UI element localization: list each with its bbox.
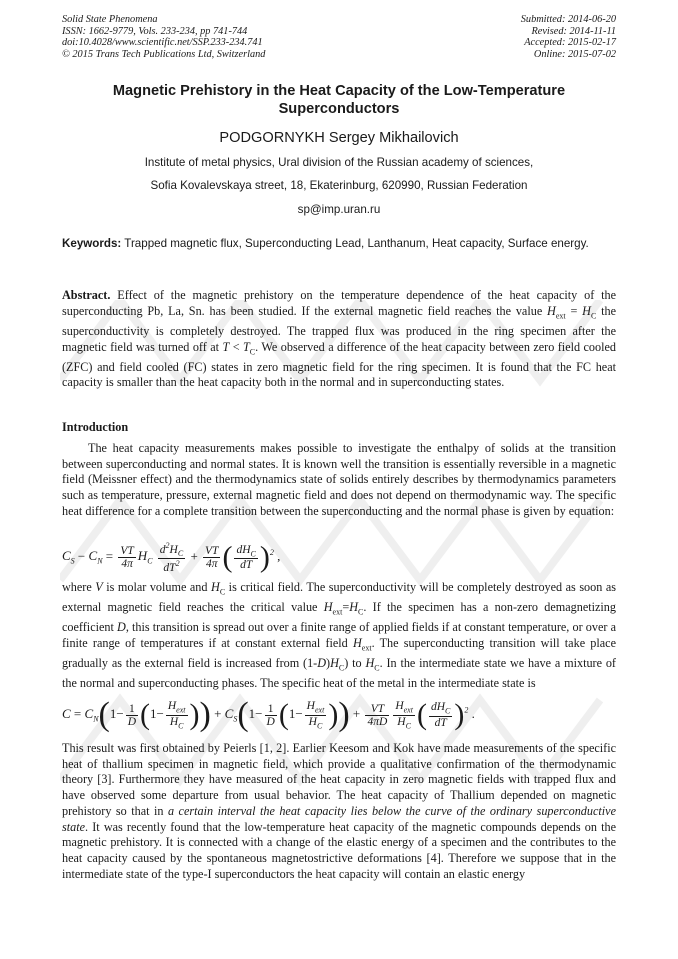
doi-line: doi:10.4028/www.scientific.net/SSP.233-234.741 [62,37,263,49]
intro-paragraph-2: where V is molar volume and $H_C$ is critical field. The superconductivity will be completely destroyed as soon as external magnetic field reaches the critical value $H_{ext}=H_C$. If the specimen has a non-zero demagnetizing coefficient D, this transition is spread out over a finite range of applied fields if at constant temperature, or over a finite range of temperatures if at constant external field $H_{ext}$. The superconducting transition will take place gradually as the external field is increased from $(1-D)H_C$) to $H_C$. In the intermediate state we have a mixture of the normal and superconducting phases. The specific heat of the metal in the intermediate state is [62,580,616,691]
accepted-date: Accepted: 2015-02-17 [524,37,616,49]
copyright-line: © 2015 Trans Tech Publications Ltd, Switzerland [62,48,266,60]
revised-date: Revised: 2014-11-11 [531,25,616,37]
section-heading-introduction: Introduction [62,420,129,434]
abstract-label: Abstract. [62,288,111,302]
issn-line: ISSN: 1662-9779, Vols. 233-234, pp 741-744 [62,25,248,37]
paper-title: Magnetic Prehistory in the Heat Capacity of the Low-Temperature Superconductors [112,83,566,117]
keywords-label: Keywords: [62,237,122,250]
journal-header-right [521,14,616,60]
intro-paragraph-3: This result was first obtained by Peierls [1, 2]. Earlier Keesom and Kok have made measurements of the specific heat of thallium specimen in magnetic field, which provide a qualitative confirmation of the thermodynamic theory [3]. Furthermore they have measured of the heat capacity in zero magnetic fields with trapped flux and have observed some departure from usual behavior. The heat capacity of Thallium depended on magnetic prehistory so that in a certain interval the heat capacity lies below the curve of the ordinary superconductive state. It was recently found that the low-temperature heat capacity of the magnetic compounds depends on the magnetic prehistory. It is connected with a change of the elastic energy of a specimen and the contributes to the heat capacity caused by the spontaneous magnetostrictive deformations [4]. Therefore we suppose that in the intermediate state of the type-I superconductors the heat capacity will contain an elastic energy [62,741,616,881]
abstract: Abstract. Effect of the magnetic prehistory on the temperature dependence of the heat capacity of the superconducting Pb, La, Sn. has been studied. If the external magnetic field reaches the value $H_{ext} = H_C$ the superconductivity is completely destroyed. The trapped flux was produced in the ring specimen after the magnetic field was turned off at $T < T_C$. We observed a difference of the heat capacity between zero field cooled (ZFC) and field cooled (FC) states in zero magnetic field for the ring specimen. It is found that the FC heat capacity is smaller than the heat capacity both in the normal and in superconducting states. [62,288,617,390]
journal-header-left [62,14,265,60]
keywords [62,236,616,251]
affiliation-address: Sofia Kovalevskaya street, 18, Ekaterinburg, 620990, Russian Federation [150,179,528,192]
online-date: Online: 2015-07-02 [533,48,616,60]
equation-intermediate-state: $C = C_N(1-$ $\frac{1}{D}$ (1− $\frac{H_{ext}}{H_C}$ )) + $C_S(1-$ $\frac{1}{D}$ (1− $\frac{H_{ext}}{H_C}$ )) + $\frac{VT}{4\pi D}$ $\frac{H_{ext}}{H_C}$ ( $\frac{dH_C}{dT}$ )$^2$ . [62,696,475,733]
author-name: PODGORNYKH Sergey Mikhailovich [219,130,459,146]
submitted-date: Submitted: 2014-06-20 [520,14,616,25]
keywords-text: Trapped magnetic flux, Superconducting Lead, Lanthanum, Heat capacity, Surface energy. [124,237,589,250]
affiliation-institute: Institute of metal physics, Ural division of the Russian academy of sciences, [144,156,534,169]
journal-name: Solid State Phenomena [62,14,158,25]
equation-heat-difference: $C_S - C_N$ = $\frac{VT}{4\pi}$ $H_C$ $\frac{d^2H_C}{dT^2}$ + $\frac{VT}{4\pi}$ ( $\frac{dH_C}{dT}$ )$^2$ , [62,540,281,574]
author-email[interactable]: sp@imp.uran.ru [297,203,381,216]
intro-paragraph-1: The heat capacity measurements makes possible to investigate the enthalpy of solids at the transition between superconducting and normal states. It is known well the transition is essentially reversible in a magnetic field (Meissner effect) and the thermodynamics state of solids entirely describes by thermodynamics parameters such as temperature, pressure, external magnetic field and does not depend on thermodynamic way. The specific heat difference for a complete transition between the superconducting and the normal phase is given by equation: [62,441,616,518]
